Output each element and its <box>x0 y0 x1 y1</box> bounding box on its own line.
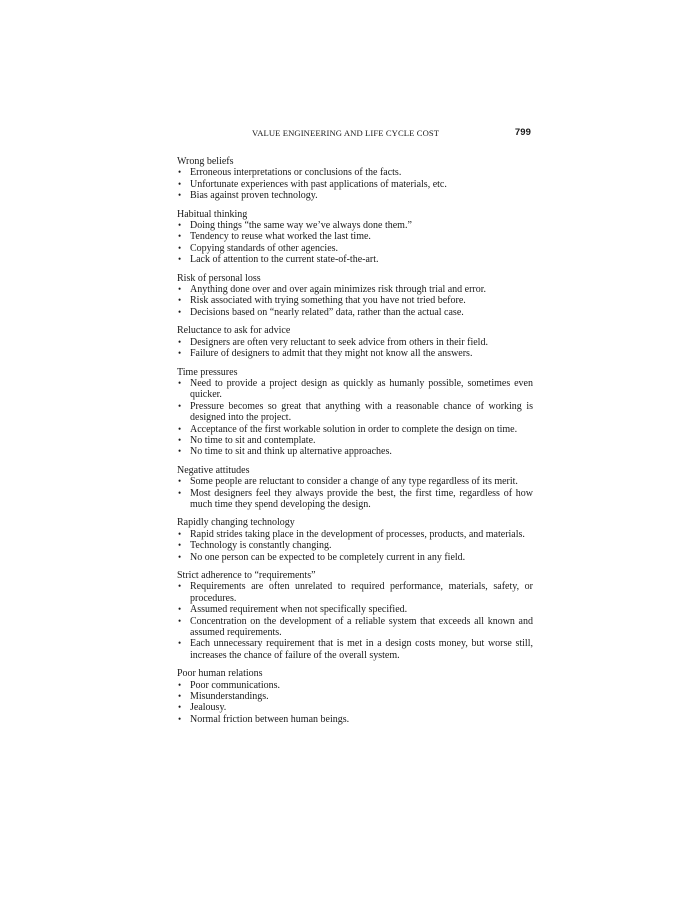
bullet-list <box>177 476 533 510</box>
bullet-icon: • <box>178 167 182 178</box>
list-item <box>177 348 533 359</box>
list-item <box>177 529 533 540</box>
list-item-text: Failure of designers to admit that they might not know all the answers. <box>190 348 473 360</box>
bullet-list <box>177 680 533 726</box>
section <box>177 465 533 511</box>
bullet-list <box>177 167 533 201</box>
section-heading: Reluctance to ask for advice <box>177 325 291 337</box>
list-item-text: Tendency to reuse what worked the last time. <box>190 231 371 243</box>
list-item <box>177 254 533 265</box>
bullet-icon: • <box>178 231 182 242</box>
list-item <box>177 243 533 254</box>
bullet-icon: • <box>178 400 182 411</box>
list-item-text: Each unnecessary requirement that is met in a design costs money, but worse still, increases the chance of failure of the overall system. <box>190 638 533 661</box>
list-item <box>177 295 533 306</box>
bullet-icon: • <box>178 540 182 551</box>
list-item <box>177 476 533 487</box>
list-item <box>177 220 533 231</box>
bullet-icon: • <box>178 336 182 347</box>
list-item-text: Designers are often very reluctant to seek advice from others in their field. <box>190 336 488 348</box>
list-item <box>177 616 533 639</box>
list-item <box>177 284 533 295</box>
bullet-icon: • <box>178 295 182 306</box>
section <box>177 273 533 319</box>
list-item <box>177 691 533 702</box>
bullet-icon: • <box>178 487 182 498</box>
bullet-icon: • <box>178 377 182 388</box>
list-item-text: Jealousy. <box>190 702 227 714</box>
list-item <box>177 488 533 511</box>
section-heading: Wrong beliefs <box>177 156 234 167</box>
bullet-list <box>177 337 533 360</box>
bullet-icon: • <box>178 581 182 592</box>
list-item <box>177 337 533 348</box>
list-item <box>177 190 533 201</box>
bullet-icon: • <box>178 528 182 539</box>
bullet-icon: • <box>178 446 182 457</box>
bullet-icon: • <box>178 348 182 359</box>
section <box>177 668 533 725</box>
running-head <box>177 128 533 142</box>
bullet-icon: • <box>178 702 182 713</box>
bullet-icon: • <box>178 423 182 434</box>
bullet-icon: • <box>178 178 182 189</box>
list-item-text: Decisions based on “nearly related” data, rather than the actual case. <box>190 306 464 318</box>
bullet-list <box>177 220 533 266</box>
section-heading: Poor human relations <box>177 668 263 680</box>
list-item <box>177 401 533 424</box>
document-page <box>177 128 533 732</box>
section <box>177 570 533 661</box>
bullet-icon: • <box>178 551 182 562</box>
list-item-text: Acceptance of the first workable solution in order to complete the design on time. <box>190 423 518 435</box>
list-item <box>177 581 533 604</box>
section <box>177 517 533 563</box>
list-item <box>177 714 533 725</box>
list-item <box>177 702 533 713</box>
bullet-icon: • <box>178 713 182 724</box>
list-item-text: Assumed requirement when not specifically specified. <box>190 604 408 616</box>
bullet-list <box>177 581 533 661</box>
list-item <box>177 446 533 457</box>
list-item-text: Erroneous interpretations or conclusions of the facts. <box>190 167 402 179</box>
list-item-text: Some people are reluctant to consider a change of any type regardless of its merit. <box>190 476 518 488</box>
list-item <box>177 231 533 242</box>
bullet-icon: • <box>178 691 182 702</box>
list-item-text: Normal friction between human beings. <box>190 713 350 725</box>
section <box>177 156 533 202</box>
list-item <box>177 604 533 615</box>
list-item-text: No one person can be expected to be completely current in any field. <box>190 551 466 563</box>
list-item-text: Requirements are often unrelated to required performance, materials, safety, or procedures. <box>190 581 533 604</box>
list-item-text: Concentration on the development of a reliable system that exceeds all known and assumed requirements. <box>190 615 533 639</box>
list-item-text: No time to sit and think up alternative approaches. <box>190 446 392 458</box>
bullet-icon: • <box>178 476 182 487</box>
page-number: 799 <box>514 127 531 138</box>
bullet-icon: • <box>178 242 182 253</box>
list-item-text: Bias against proven technology. <box>190 190 318 202</box>
bullet-list <box>177 378 533 458</box>
section-heading: Strict adherence to “requirements” <box>177 570 316 581</box>
list-item <box>177 167 533 178</box>
list-item <box>177 179 533 190</box>
list-item-text: Unfortunate experiences with past applications of materials, etc. <box>190 178 447 190</box>
bullet-icon: • <box>178 615 182 626</box>
bullet-icon: • <box>178 679 182 690</box>
bullet-icon: • <box>178 284 182 295</box>
list-item <box>177 638 533 661</box>
list-item-text: Copying standards of other agencies. <box>190 242 339 254</box>
running-title: VALUE ENGINEERING AND LIFE CYCLE COST <box>252 128 440 138</box>
section-heading: Risk of personal loss <box>177 272 261 284</box>
section-heading: Rapidly changing technology <box>177 517 295 529</box>
bullet-list <box>177 284 533 318</box>
list-item <box>177 435 533 446</box>
list-item-text: Risk associated with trying something that you have not tried before. <box>190 295 466 307</box>
section <box>177 209 533 266</box>
list-item-text: Poor communications. <box>190 679 280 691</box>
list-item-text: Pressure becomes so great that anything with a reasonable chance of working is designed into the project. <box>190 400 533 424</box>
list-item-text: Most designers feel they always provide the best, the first time, regardless of how much time they spend developing the design. <box>190 487 533 510</box>
list-item <box>177 378 533 401</box>
bullet-icon: • <box>178 220 182 231</box>
bullet-icon: • <box>178 638 182 649</box>
bullet-icon: • <box>178 434 182 445</box>
list-item <box>177 307 533 318</box>
list-item-text: No time to sit and contemplate. <box>190 434 316 446</box>
list-item <box>177 424 533 435</box>
section-heading: Habitual thinking <box>177 208 248 220</box>
list-item-text: Rapid strides taking place in the development of processes, products, and materials. <box>190 528 525 540</box>
list-item-text: Technology is constantly changing. <box>190 540 332 552</box>
list-item-text: Lack of attention to the current state-of-the-art. <box>190 254 379 266</box>
section-heading: Time pressures <box>177 366 238 378</box>
list-item-text: Anything done over and over again minimizes risk through trial and error. <box>190 284 487 296</box>
list-item-text: Misunderstandings. <box>190 691 269 703</box>
list-item-text: Doing things “the same way we’ve always done them.” <box>190 220 412 232</box>
list-item <box>177 680 533 691</box>
bullet-list <box>177 529 533 563</box>
section <box>177 367 533 458</box>
list-item <box>177 540 533 551</box>
bullet-icon: • <box>178 190 182 201</box>
section <box>177 325 533 359</box>
list-item <box>177 552 533 563</box>
section-heading: Negative attitudes <box>177 464 250 476</box>
bullet-icon: • <box>178 604 182 615</box>
bullet-icon: • <box>178 254 182 265</box>
bullet-icon: • <box>178 306 182 317</box>
list-item-text: Need to provide a project design as quickly as humanly possible, sometimes even quicker. <box>190 377 533 401</box>
content-body <box>177 156 533 725</box>
